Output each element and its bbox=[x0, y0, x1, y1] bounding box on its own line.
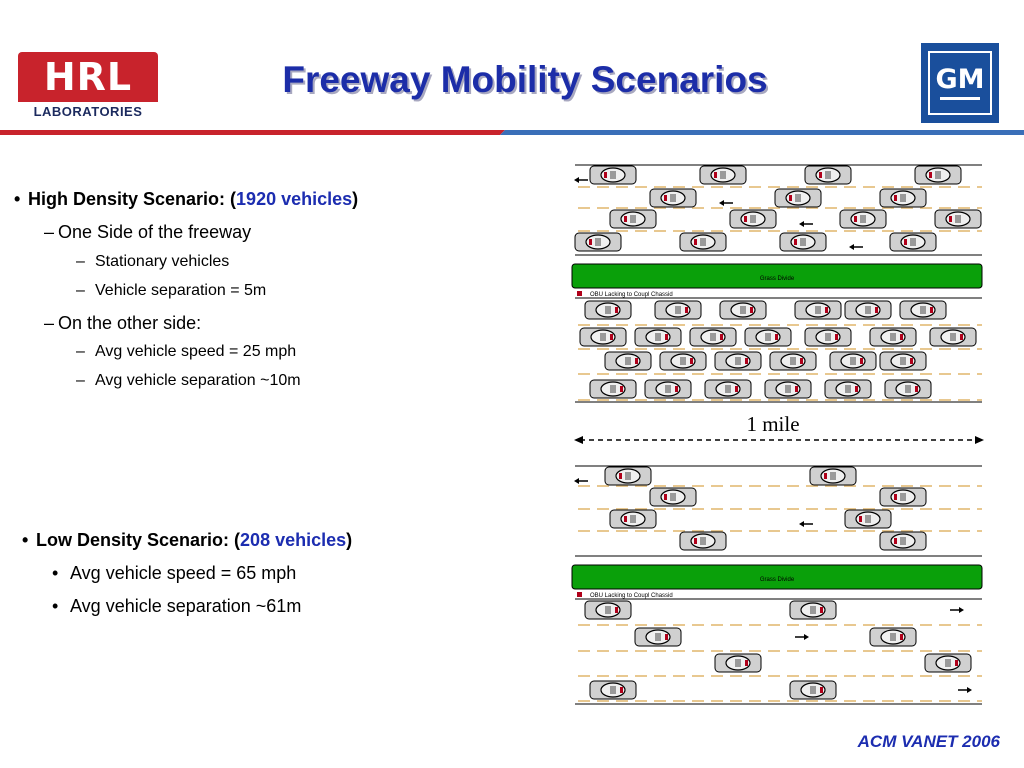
high-density-close: ) bbox=[352, 189, 359, 209]
distance-label: 1 mile bbox=[746, 412, 800, 436]
arrow-head bbox=[799, 521, 804, 527]
bullet-dash: – bbox=[44, 313, 55, 333]
vehicle-icon bbox=[605, 467, 651, 485]
low-density-freeway-diagram bbox=[570, 460, 990, 710]
vehicle-roof bbox=[625, 472, 631, 480]
vehicle-roof bbox=[655, 633, 661, 641]
side-one-item bbox=[76, 253, 229, 271]
vehicle-light bbox=[665, 634, 668, 640]
vehicle-roof bbox=[825, 333, 831, 341]
vehicle-light bbox=[620, 687, 623, 693]
side-one-item bbox=[76, 282, 266, 300]
vehicle-roof bbox=[905, 385, 911, 393]
arrow-head bbox=[849, 244, 854, 250]
distance-arrow-left-icon bbox=[574, 436, 583, 444]
vehicle-icon bbox=[790, 681, 836, 699]
side-two-heading bbox=[44, 313, 201, 334]
vehicle-light bbox=[819, 172, 822, 178]
vehicle-roof bbox=[600, 333, 606, 341]
gm-logo-text: GM bbox=[935, 64, 985, 95]
vehicle-icon bbox=[840, 210, 886, 228]
vehicle-light bbox=[610, 334, 613, 340]
vehicle-roof bbox=[680, 357, 686, 365]
vehicle-light bbox=[720, 334, 723, 340]
vehicle-icon bbox=[795, 301, 841, 319]
vehicle-light bbox=[619, 473, 622, 479]
vehicle-roof bbox=[935, 171, 941, 179]
vehicle-icon bbox=[635, 628, 681, 646]
bullet-dot: • bbox=[52, 563, 59, 583]
vehicle-roof bbox=[865, 306, 871, 314]
arrow-head bbox=[799, 221, 804, 227]
vehicle-roof bbox=[675, 306, 681, 314]
vehicle-roof bbox=[610, 385, 616, 393]
vehicle-icon bbox=[650, 488, 696, 506]
vehicle-light bbox=[835, 334, 838, 340]
vehicle-icon bbox=[655, 301, 701, 319]
side-one-heading bbox=[44, 222, 251, 243]
low-density-close: ) bbox=[346, 530, 353, 550]
side-two-item-text: Avg vehicle speed = 25 mph bbox=[95, 343, 297, 360]
vehicle-light bbox=[735, 386, 738, 392]
arrow-left-icon bbox=[799, 221, 813, 227]
side-one-label: One Side of the freeway bbox=[58, 222, 252, 242]
vehicle-icon bbox=[790, 601, 836, 619]
vehicle-roof bbox=[605, 306, 611, 314]
vehicle-roof bbox=[740, 306, 746, 314]
bullet-dot: • bbox=[22, 530, 29, 550]
arrow-left-icon bbox=[849, 244, 863, 250]
vehicle-roof bbox=[735, 357, 741, 365]
vehicle-icon bbox=[690, 328, 736, 346]
arrow-right-icon bbox=[958, 687, 972, 693]
vehicle-light bbox=[750, 307, 753, 313]
low-density-count: 208 vehicles bbox=[240, 530, 347, 550]
vehicle-light bbox=[795, 386, 798, 392]
side-two-item bbox=[76, 372, 301, 390]
vehicle-icon bbox=[680, 233, 726, 251]
vehicle-roof bbox=[765, 333, 771, 341]
vehicle-icon bbox=[680, 532, 726, 550]
vehicle-icon bbox=[650, 189, 696, 207]
bullet-dash: – bbox=[76, 282, 85, 299]
vehicle-icon bbox=[705, 380, 751, 398]
footer-label: ACM VANET 2006 bbox=[857, 732, 1000, 751]
vehicle-icon bbox=[925, 654, 971, 672]
vehicle-light bbox=[929, 172, 932, 178]
vehicle-light bbox=[894, 195, 897, 201]
vehicle-roof bbox=[920, 306, 926, 314]
gm-logo-underline bbox=[940, 97, 980, 100]
vehicle-light bbox=[664, 494, 667, 500]
vehicle-light bbox=[744, 216, 747, 222]
vehicle-light bbox=[855, 386, 858, 392]
vehicle-roof bbox=[845, 385, 851, 393]
vehicle-light bbox=[624, 516, 627, 522]
low-density-label: Low Density Scenario: ( bbox=[36, 530, 241, 550]
vehicle-icon bbox=[935, 210, 981, 228]
vehicle-icon bbox=[810, 467, 856, 485]
vehicle-roof bbox=[735, 659, 741, 667]
arrow-head bbox=[804, 634, 809, 640]
vehicle-icon bbox=[715, 654, 761, 672]
header-rule bbox=[0, 130, 1024, 135]
vehicle-roof bbox=[605, 606, 611, 614]
vehicle-light bbox=[955, 660, 958, 666]
vehicle-icon bbox=[610, 210, 656, 228]
low-density-bullet bbox=[22, 530, 352, 551]
vehicle-icon bbox=[885, 380, 931, 398]
vehicle-light bbox=[615, 307, 618, 313]
vehicle-icon bbox=[660, 352, 706, 370]
vehicle-light bbox=[859, 516, 862, 522]
vehicle-light bbox=[800, 358, 803, 364]
vehicle-icon bbox=[890, 233, 936, 251]
vehicle-roof bbox=[890, 333, 896, 341]
vehicle-roof bbox=[955, 215, 961, 223]
legend-swatch bbox=[577, 291, 582, 296]
vehicle-icon bbox=[745, 328, 791, 346]
vehicle-roof bbox=[795, 194, 801, 202]
vehicle-icon bbox=[730, 210, 776, 228]
gm-logo bbox=[921, 43, 999, 123]
vehicle-roof bbox=[865, 515, 871, 523]
vehicle-light bbox=[900, 634, 903, 640]
vehicle-light bbox=[854, 216, 857, 222]
vehicle-icon bbox=[585, 601, 631, 619]
vehicle-light bbox=[824, 473, 827, 479]
vehicle-icon bbox=[880, 352, 926, 370]
gm-logo-box bbox=[928, 51, 992, 115]
vehicle-icon bbox=[930, 328, 976, 346]
vehicle-light bbox=[694, 538, 697, 544]
vehicle-light bbox=[685, 307, 688, 313]
vehicle-icon bbox=[765, 380, 811, 398]
high-density-label: High Density Scenario: ( bbox=[28, 189, 237, 209]
vehicle-roof bbox=[830, 472, 836, 480]
bullet-dash: – bbox=[76, 372, 85, 389]
arrow-head bbox=[959, 607, 964, 613]
vehicle-roof bbox=[750, 215, 756, 223]
vehicle-roof bbox=[815, 306, 821, 314]
vehicle-roof bbox=[665, 385, 671, 393]
vehicle-light bbox=[904, 239, 907, 245]
vehicle-icon bbox=[590, 380, 636, 398]
vehicle-light bbox=[825, 307, 828, 313]
vehicle-roof bbox=[900, 493, 906, 501]
vehicle-roof bbox=[700, 238, 706, 246]
grass-divider-label: Grass Divide bbox=[759, 276, 795, 282]
grass-divider-label: Grass Divide bbox=[759, 577, 795, 583]
vehicle-roof bbox=[910, 238, 916, 246]
arrow-left-icon bbox=[799, 521, 813, 527]
side-two-label: On the other side: bbox=[58, 313, 202, 333]
vehicle-light bbox=[789, 195, 792, 201]
vehicle-light bbox=[930, 307, 933, 313]
vehicle-roof bbox=[890, 633, 896, 641]
vehicle-light bbox=[694, 239, 697, 245]
low-density-item-text: Avg vehicle speed = 65 mph bbox=[70, 563, 297, 583]
vehicle-icon bbox=[720, 301, 766, 319]
vehicle-light bbox=[860, 358, 863, 364]
arrow-right-icon bbox=[795, 634, 809, 640]
vehicle-roof bbox=[900, 537, 906, 545]
vehicle-icon bbox=[830, 352, 876, 370]
vehicle-roof bbox=[810, 606, 816, 614]
high-density-freeway-diagram bbox=[570, 160, 990, 405]
hrl-logo-text: HRL bbox=[43, 55, 133, 99]
low-density-item bbox=[52, 596, 301, 617]
hrl-logo-mark bbox=[18, 52, 158, 102]
vehicle-icon bbox=[915, 166, 961, 184]
vehicle-roof bbox=[710, 333, 716, 341]
vehicle-icon bbox=[870, 628, 916, 646]
bullet-dash: – bbox=[44, 222, 55, 242]
vehicle-icon bbox=[845, 510, 891, 528]
vehicle-light bbox=[714, 172, 717, 178]
vehicle-icon bbox=[605, 352, 651, 370]
vehicle-roof bbox=[630, 515, 636, 523]
bullet-dash: – bbox=[76, 253, 85, 270]
vehicle-icon bbox=[700, 166, 746, 184]
distance-arrow-right-icon bbox=[975, 436, 984, 444]
vehicle-icon bbox=[880, 532, 926, 550]
vehicle-icon bbox=[585, 301, 631, 319]
bullet-dot: • bbox=[52, 596, 59, 616]
vehicle-roof bbox=[900, 194, 906, 202]
vehicle-roof bbox=[630, 215, 636, 223]
arrow-right-icon bbox=[950, 607, 964, 613]
vehicle-roof bbox=[670, 493, 676, 501]
vehicle-roof bbox=[860, 215, 866, 223]
vehicle-roof bbox=[950, 333, 956, 341]
vehicle-icon bbox=[845, 301, 891, 319]
vehicle-light bbox=[794, 239, 797, 245]
vehicle-icon bbox=[900, 301, 946, 319]
vehicle-roof bbox=[725, 385, 731, 393]
vehicle-light bbox=[745, 358, 748, 364]
vehicle-light bbox=[690, 358, 693, 364]
vehicle-roof bbox=[790, 357, 796, 365]
vehicle-light bbox=[675, 386, 678, 392]
vehicle-icon bbox=[780, 233, 826, 251]
high-density-count: 1920 vehicles bbox=[236, 189, 353, 209]
vehicle-icon bbox=[580, 328, 626, 346]
vehicle-light bbox=[624, 216, 627, 222]
vehicle-roof bbox=[900, 357, 906, 365]
vehicle-icon bbox=[635, 328, 681, 346]
arrow-left-icon bbox=[719, 200, 733, 206]
vehicle-roof bbox=[670, 194, 676, 202]
vehicle-light bbox=[915, 386, 918, 392]
vehicle-roof bbox=[825, 171, 831, 179]
vehicle-light bbox=[960, 334, 963, 340]
vehicle-icon bbox=[880, 189, 926, 207]
vehicle-roof bbox=[785, 385, 791, 393]
vehicle-icon bbox=[775, 189, 821, 207]
legend-label: OBU Lacking to Coupl Chassid bbox=[590, 593, 673, 599]
vehicle-icon bbox=[880, 488, 926, 506]
vehicle-light bbox=[894, 538, 897, 544]
vehicle-light bbox=[820, 687, 823, 693]
vehicle-light bbox=[589, 239, 592, 245]
low-density-item bbox=[52, 563, 296, 584]
high-density-bullet bbox=[14, 189, 358, 210]
arrow-left-icon bbox=[574, 478, 588, 484]
vehicle-roof bbox=[595, 238, 601, 246]
side-two-item-text: Avg vehicle separation ~10m bbox=[95, 372, 301, 389]
vehicle-light bbox=[635, 358, 638, 364]
vehicle-icon bbox=[870, 328, 916, 346]
hrl-logo bbox=[18, 52, 158, 128]
vehicle-icon bbox=[575, 233, 621, 251]
vehicle-icon bbox=[715, 352, 761, 370]
vehicle-roof bbox=[800, 238, 806, 246]
page-title: Freeway Mobility Scenarios bbox=[282, 59, 768, 100]
bullet-dash: – bbox=[76, 343, 85, 360]
vehicle-light bbox=[745, 660, 748, 666]
vehicle-roof bbox=[625, 357, 631, 365]
side-one-item-text: Vehicle separation = 5m bbox=[95, 282, 267, 299]
vehicle-icon bbox=[805, 328, 851, 346]
arrow-head bbox=[574, 478, 579, 484]
vehicle-light bbox=[820, 607, 823, 613]
arrow-head bbox=[574, 177, 579, 183]
vehicle-light bbox=[620, 386, 623, 392]
vehicle-light bbox=[875, 307, 878, 313]
vehicle-icon bbox=[590, 681, 636, 699]
bullet-dot: • bbox=[14, 189, 21, 209]
vehicle-light bbox=[949, 216, 952, 222]
vehicle-roof bbox=[945, 659, 951, 667]
vehicle-light bbox=[615, 607, 618, 613]
arrow-head bbox=[967, 687, 972, 693]
side-one-item-text: Stationary vehicles bbox=[95, 253, 230, 270]
vehicle-light bbox=[665, 334, 668, 340]
arrow-left-icon bbox=[574, 177, 588, 183]
legend-label: OBU Lacking to Coupl Chassid bbox=[590, 292, 673, 298]
arrow-head bbox=[719, 200, 724, 206]
vehicle-roof bbox=[610, 171, 616, 179]
vehicle-roof bbox=[700, 537, 706, 545]
vehicle-roof bbox=[720, 171, 726, 179]
vehicle-roof bbox=[610, 686, 616, 694]
vehicle-light bbox=[775, 334, 778, 340]
legend-swatch bbox=[577, 592, 582, 597]
vehicle-roof bbox=[850, 357, 856, 365]
vehicle-light bbox=[664, 195, 667, 201]
hrl-logo-subtitle: LABORATORIES bbox=[33, 104, 143, 119]
vehicle-icon bbox=[645, 380, 691, 398]
vehicle-light bbox=[894, 494, 897, 500]
low-density-item-text: Avg vehicle separation ~61m bbox=[70, 596, 302, 616]
vehicle-icon bbox=[770, 352, 816, 370]
vehicle-icon bbox=[805, 166, 851, 184]
vehicle-icon bbox=[610, 510, 656, 528]
vehicle-icon bbox=[825, 380, 871, 398]
vehicle-light bbox=[900, 334, 903, 340]
vehicle-roof bbox=[810, 686, 816, 694]
vehicle-light bbox=[604, 172, 607, 178]
vehicle-roof bbox=[655, 333, 661, 341]
vehicle-light bbox=[910, 358, 913, 364]
side-two-item bbox=[76, 343, 296, 361]
vehicle-icon bbox=[590, 166, 636, 184]
